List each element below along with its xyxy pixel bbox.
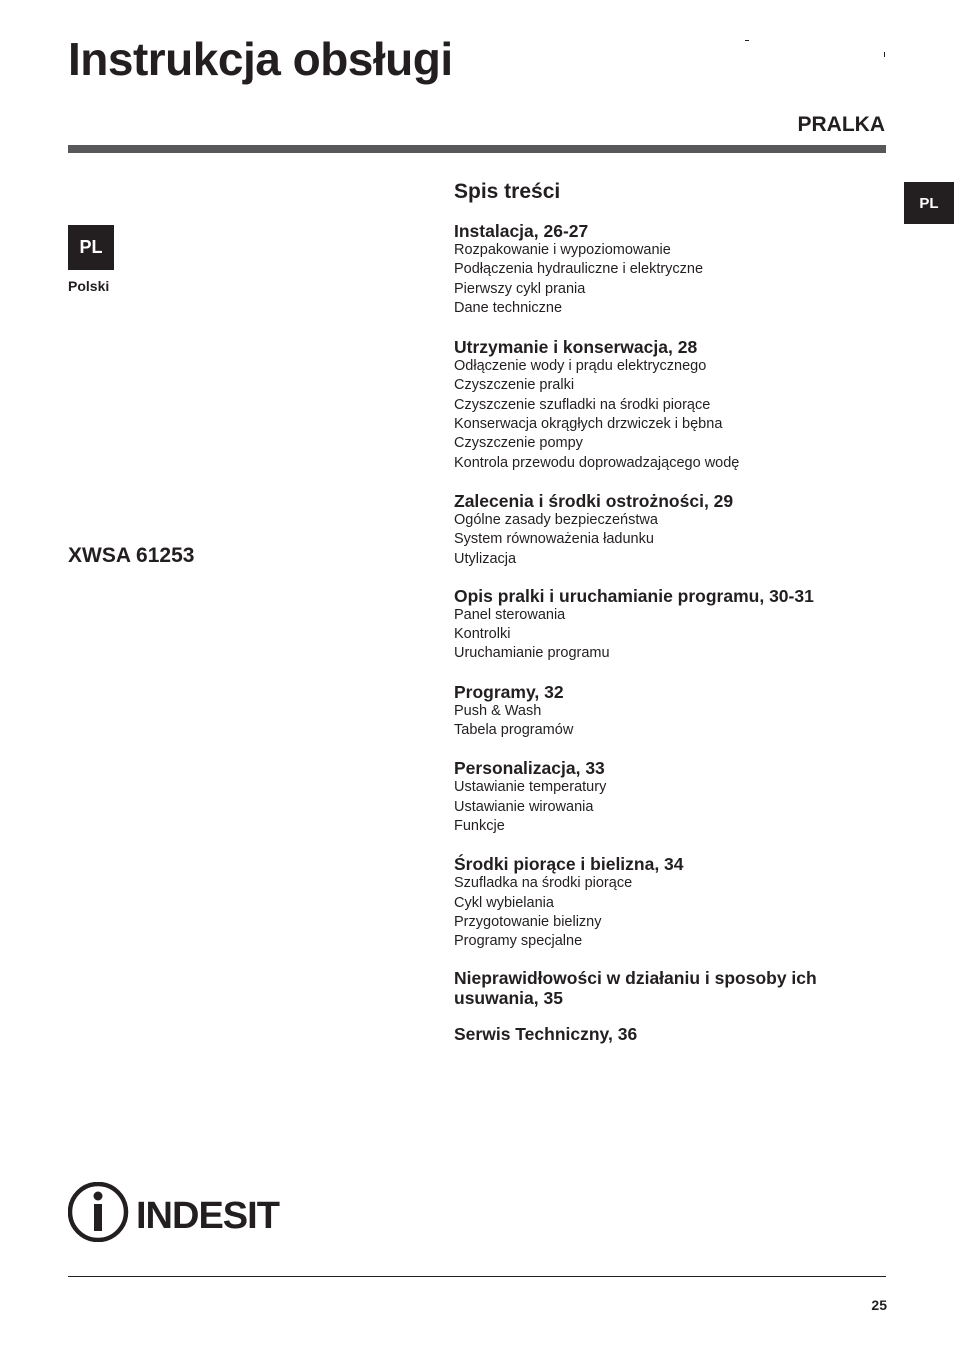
toc-item: Kontrola przewodu doprowadzającego wodę [454, 454, 740, 471]
toc-item: Ustawianie wirowania [454, 798, 594, 815]
toc-section-heading: Zalecenia i środki ostrożności, 29 [454, 490, 734, 511]
toc-section [454, 586, 886, 664]
toc-sections [454, 221, 886, 1044]
table-of-contents [454, 178, 886, 1044]
brand-logo [68, 1182, 298, 1242]
toc-item: Przygotowanie bielizny [454, 913, 602, 930]
toc-item: Czyszczenie pompy [454, 435, 583, 452]
toc-section-heading: Środki piorące i bielizna, 34 [454, 854, 684, 875]
toc-item: Uruchamianie programu [454, 645, 610, 662]
document-type: PRALKA [797, 113, 885, 136]
crop-mark [884, 52, 885, 57]
toc-item: Podłączenia hydrauliczne i elektryczne [454, 261, 704, 278]
toc-item: Push & Wash [454, 702, 542, 719]
language-tab: PL [904, 182, 954, 224]
toc-section-heading: Utrzymanie i konserwacja, 28 [454, 337, 698, 358]
toc-section [454, 854, 886, 951]
toc-section [454, 682, 886, 741]
toc-item: Czyszczenie pralki [454, 377, 575, 394]
crop-mark [745, 40, 749, 41]
toc-item: Tabela programów [454, 722, 574, 739]
toc-item: Panel sterowania [454, 606, 566, 623]
toc-item: Dane techniczne [454, 299, 563, 316]
indesit-logo-icon [68, 1182, 298, 1242]
language-name: Polski [68, 278, 110, 294]
toc-section [454, 221, 886, 318]
toc-section [454, 337, 886, 473]
toc-item: System równoważenia ładunku [454, 531, 654, 548]
model-number: XWSA 61253 [68, 544, 195, 567]
toc-section-heading: Personalizacja, 33 [454, 758, 605, 779]
toc-item: Utylizacja [454, 550, 517, 567]
toc-item: Cykl wybielania [454, 894, 554, 911]
header-divider [68, 145, 886, 153]
toc-section-heading: Programy, 32 [454, 681, 564, 702]
brand-logotype: INDESIT [136, 1195, 279, 1237]
toc-item: Kontrolki [454, 626, 511, 643]
toc-section-heading: Serwis Techniczny, 36 [454, 1024, 638, 1045]
toc-item: Rozpakowanie i wypoziomowanie [454, 242, 671, 258]
toc-item: Szufladka na środki piorące [454, 875, 633, 892]
footer-divider [68, 1276, 886, 1277]
toc-section [454, 758, 886, 836]
toc-section-heading: Instalacja, 26-27 [454, 221, 589, 241]
toc-item: Pierwszy cykl prania [454, 280, 586, 297]
toc-section-heading: Nieprawidłowości w działaniu i sposoby ich usuwania, 35 [454, 968, 817, 1009]
toc-item: Ustawianie temperatury [454, 779, 607, 796]
page-title: Instrukcja obsługi [68, 33, 453, 85]
toc-section-heading: Opis pralki i uruchamianie programu, 30-31 [454, 585, 814, 606]
toc-title: Spis treści [454, 180, 561, 203]
toc-item: Czyszczenie szufladki na środki piorące [454, 396, 711, 413]
toc-section [454, 968, 886, 1008]
toc-item: Konserwacja okrągłych drzwiczek i bębna [454, 416, 723, 433]
toc-item: Ogólne zasady bezpieczeństwa [454, 511, 658, 528]
toc-item: Odłączenie wody i prądu elektrycznego [454, 358, 707, 375]
toc-section [454, 491, 886, 569]
toc-item: Programy specjalne [454, 933, 583, 950]
page-number: 25 [871, 1297, 887, 1313]
toc-section [454, 1024, 886, 1044]
language-badge: PL [68, 225, 114, 270]
toc-item: Funkcje [454, 817, 505, 834]
